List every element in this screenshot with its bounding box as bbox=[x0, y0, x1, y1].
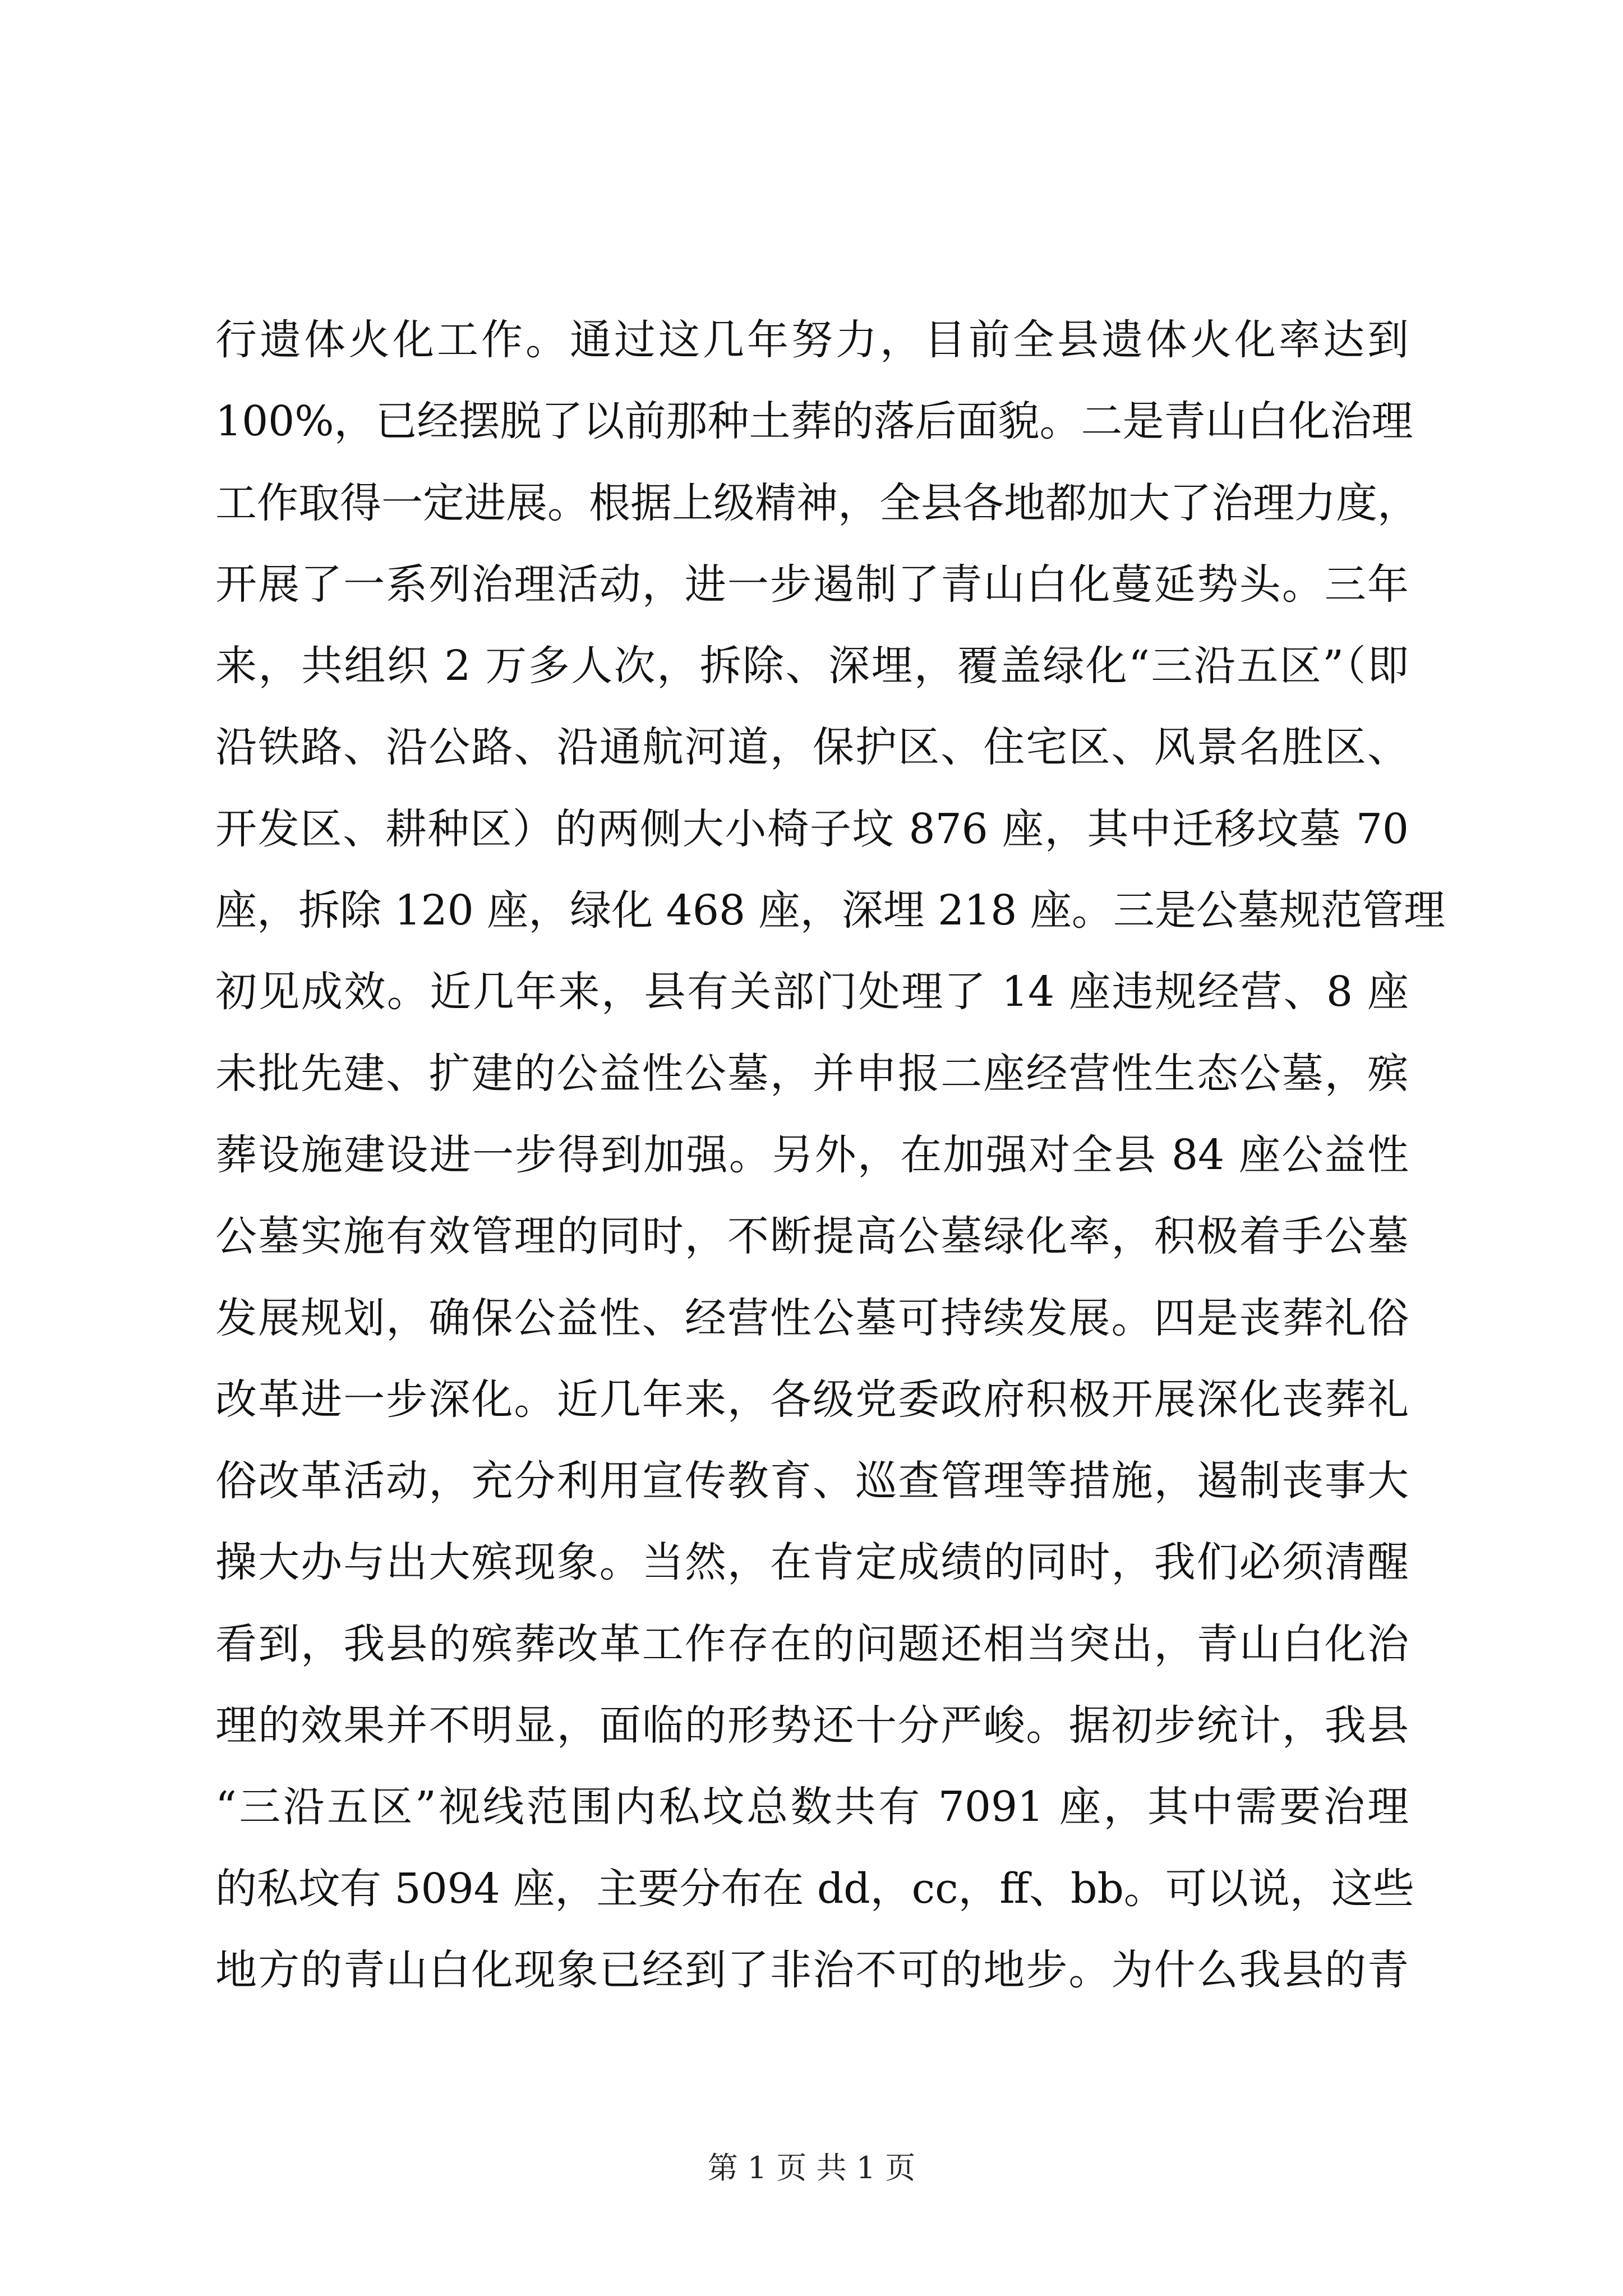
text-line: 葬设施建设进一步得到加强。另外，在加强对全县 84 座公益性 bbox=[215, 1130, 1409, 1179]
text-line: 100%，已经摆脱了以前那种土葬的落后面貌。二是青山白化治理 bbox=[215, 397, 1413, 446]
text-line: 发展规划，确保公益性、经营性公墓可持续发展。四是丧葬礼俗 bbox=[215, 1294, 1409, 1342]
text-line: 公墓实施有效管理的同时，不断提高公墓绿化率，积极着手公墓 bbox=[215, 1212, 1409, 1261]
text-line: 开发区、耕种区）的两侧大小椅子坟 876 座，其中迁移坟墓 70 bbox=[215, 804, 1409, 853]
text-line: 看到，我县的殡葬改革工作存在的问题还相当突出，青山白化治 bbox=[215, 1619, 1409, 1668]
text-line: 俗改革活动，充分利用宣传教育、巡查管理等措施，遏制丧事大 bbox=[215, 1457, 1409, 1506]
text-line: 的私坟有 5094 座，主要分布在 dd，cc，ff、bb。可以说，这些 bbox=[215, 1864, 1414, 1913]
text-line: 未批先建、扩建的公益性公墓，并申报二座经营性生态公墓，殡 bbox=[215, 1049, 1409, 1098]
text-line: 初见成效。近几年来，县有关部门处理了 14 座违规经营、8 座 bbox=[215, 968, 1409, 1016]
page-footer bbox=[0, 2148, 1623, 2188]
text-line: 来，共组织 2 万多人次，拆除、深埋，覆盖绿化“三沿五区”（即 bbox=[215, 642, 1409, 691]
text-line: 操大办与出大殡现象。当然，在肯定成绩的同时，我们必须清醒 bbox=[215, 1538, 1409, 1587]
text-line: “三沿五区”视线范围内私坟总数共有 7091 座，其中需要治理 bbox=[215, 1783, 1409, 1832]
text-line: 开展了一系列治理活动，进一步遏制了青山白化蔓延势头。三年 bbox=[215, 560, 1409, 609]
text-line: 地方的青山白化现象已经到了非治不可的地步。为什么我县的青 bbox=[215, 1945, 1409, 1994]
text-line: 行遗体火化工作。通过这几年努力，目前全县遗体火化率达到 bbox=[215, 316, 1409, 364]
text-line: 理的效果并不明显，面临的形势还十分严峻。据初步统计，我县 bbox=[215, 1701, 1409, 1750]
text-line: 工作取得一定进展。根据上级精神，全县各地都加大了治理力度， bbox=[215, 478, 1419, 527]
page-number-label: 第 1 页 共 1 页 bbox=[707, 2150, 916, 2185]
text-line: 沿铁路、沿公路、沿通航河道，保护区、住宅区、风景名胜区、 bbox=[215, 723, 1409, 772]
text-line: 座，拆除 120 座，绿化 468 座，深埋 218 座。三是公墓规范管理 bbox=[215, 886, 1445, 935]
body-paragraph bbox=[215, 300, 1445, 2011]
text-line: 改革进一步深化。近几年来，各级党委政府积极开展深化丧葬礼 bbox=[215, 1375, 1409, 1424]
